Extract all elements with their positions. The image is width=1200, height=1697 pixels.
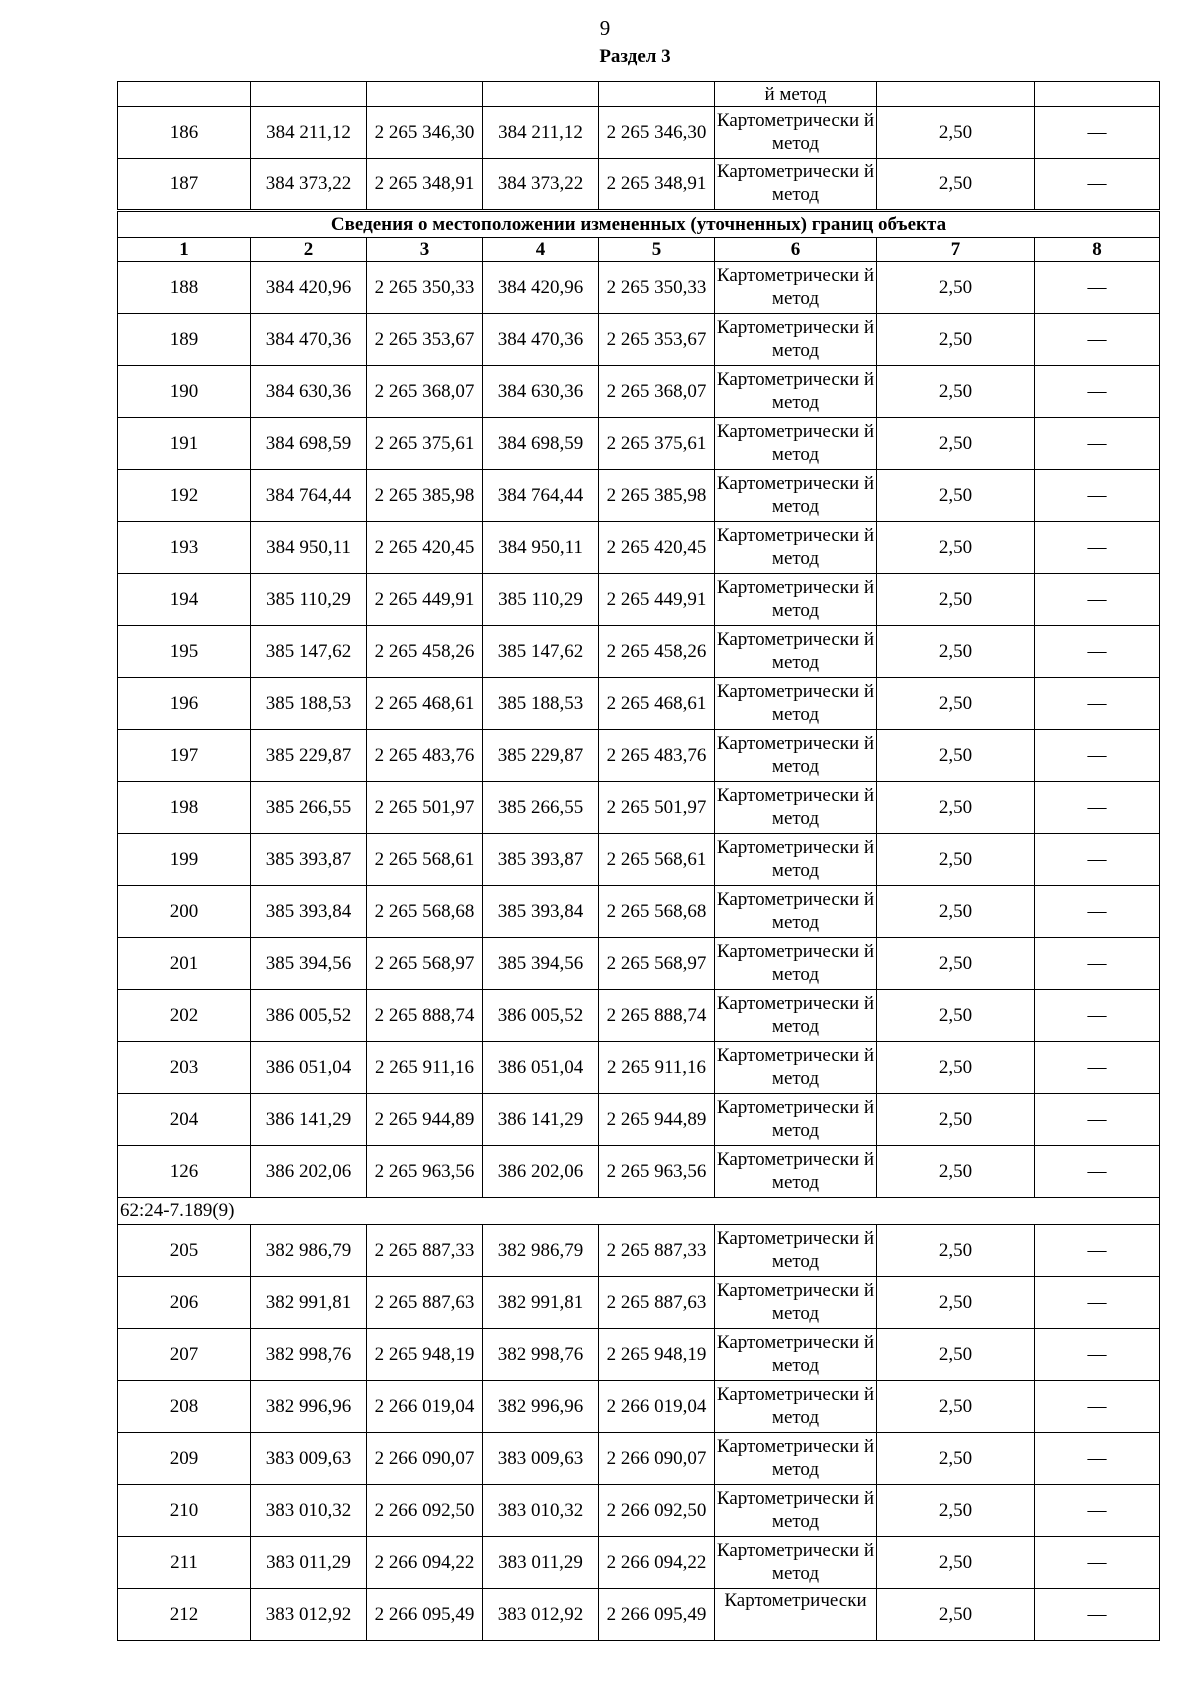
cell-x-new: 383 009,63 <box>483 1433 599 1485</box>
cell-method: Картометрически й метод <box>715 1537 877 1589</box>
column-header: 1 <box>118 238 251 262</box>
cell-accuracy: 2,50 <box>877 107 1035 159</box>
cell-accuracy: 2,50 <box>877 1589 1035 1641</box>
column-header: 5 <box>599 238 715 262</box>
cell-accuracy: 2,50 <box>877 834 1035 886</box>
cell-method: Картометрически й метод <box>715 314 877 366</box>
cell-y-new: 2 265 963,56 <box>599 1146 715 1198</box>
cell-y-new: 2 265 346,30 <box>599 107 715 159</box>
cell-point-number: 202 <box>118 990 251 1042</box>
cell-description: — <box>1035 522 1160 574</box>
cell-x-new: 384 764,44 <box>483 470 599 522</box>
cell-accuracy: 2,50 <box>877 1433 1035 1485</box>
cell-x-new: 385 266,55 <box>483 782 599 834</box>
cell-accuracy: 2,50 <box>877 574 1035 626</box>
table-row <box>118 262 1160 314</box>
cell-method: Картометрически й метод <box>715 678 877 730</box>
cell-x-existing: 386 141,29 <box>251 1094 367 1146</box>
cell-method: Картометрически й метод <box>715 418 877 470</box>
cell-method: Картометрически й метод <box>715 1094 877 1146</box>
cell-description: — <box>1035 730 1160 782</box>
cell-y-new: 2 265 483,76 <box>599 730 715 782</box>
cell-x-existing: 382 986,79 <box>251 1225 367 1277</box>
table-row <box>118 1433 1160 1485</box>
cell-y-existing: 2 265 458,26 <box>367 626 483 678</box>
cell-accuracy: 2,50 <box>877 1042 1035 1094</box>
table-row <box>118 1277 1160 1329</box>
cell-accuracy: 2,50 <box>877 314 1035 366</box>
cell-y-new: 2 265 888,74 <box>599 990 715 1042</box>
cell-x-existing: 385 229,87 <box>251 730 367 782</box>
cell-description: — <box>1035 107 1160 159</box>
cell-description: — <box>1035 1094 1160 1146</box>
cell-point-number: 201 <box>118 938 251 990</box>
cell-x-existing: 385 147,62 <box>251 626 367 678</box>
cell-y-new: 2 265 568,68 <box>599 886 715 938</box>
cell-accuracy: 2,50 <box>877 782 1035 834</box>
cell-accuracy: 2,50 <box>877 1277 1035 1329</box>
cell-method: Картометрически й метод <box>715 470 877 522</box>
cell-y-existing: 2 265 350,33 <box>367 262 483 314</box>
table-row <box>118 1485 1160 1537</box>
table-row <box>118 1094 1160 1146</box>
cell-method: Картометрически й метод <box>715 1225 877 1277</box>
cell-method: Картометрически й метод <box>715 262 877 314</box>
cell-x-existing: 385 393,87 <box>251 834 367 886</box>
cell-y-new: 2 265 353,67 <box>599 314 715 366</box>
cell-y-existing: 2 265 385,98 <box>367 470 483 522</box>
cell-method: Картометрически й метод <box>715 107 877 159</box>
cell-point-number: 193 <box>118 522 251 574</box>
cell-x-existing: 382 998,76 <box>251 1329 367 1381</box>
cell-y-new: 2 266 094,22 <box>599 1537 715 1589</box>
table-row <box>118 886 1160 938</box>
cell-method: Картометрически й метод <box>715 626 877 678</box>
cell-x-new: 384 211,12 <box>483 107 599 159</box>
cell-y-existing: 2 266 019,04 <box>367 1381 483 1433</box>
cell-description: — <box>1035 1381 1160 1433</box>
cell-x-new: 382 991,81 <box>483 1277 599 1329</box>
column-header: 4 <box>483 238 599 262</box>
cell-y-new: 2 265 887,33 <box>599 1225 715 1277</box>
cell-x-new: 384 630,36 <box>483 366 599 418</box>
cell-y-new: 2 265 944,89 <box>599 1094 715 1146</box>
cell-point-number: 191 <box>118 418 251 470</box>
cell-y-new: 2 266 092,50 <box>599 1485 715 1537</box>
cell-y-existing: 2 265 568,61 <box>367 834 483 886</box>
cell-y-existing: 2 265 888,74 <box>367 990 483 1042</box>
table-row <box>118 938 1160 990</box>
cell-method: Картометрически й метод <box>715 1146 877 1198</box>
cell-accuracy: 2,50 <box>877 1381 1035 1433</box>
cell-x-existing: 384 211,12 <box>251 107 367 159</box>
cell-x-new: 385 147,62 <box>483 626 599 678</box>
cell-description: — <box>1035 886 1160 938</box>
cell-x-existing: 386 005,52 <box>251 990 367 1042</box>
cell-y-existing: 2 265 420,45 <box>367 522 483 574</box>
cell-x-existing: 386 051,04 <box>251 1042 367 1094</box>
cell-x-existing: 383 011,29 <box>251 1537 367 1589</box>
cell-point-number: 195 <box>118 626 251 678</box>
cell-point-number: 203 <box>118 1042 251 1094</box>
cell-description: — <box>1035 1146 1160 1198</box>
table-row <box>118 522 1160 574</box>
cell-x-existing: 382 996,96 <box>251 1381 367 1433</box>
cell-point-number: 188 <box>118 262 251 314</box>
cell-description: — <box>1035 1537 1160 1589</box>
cell-y-existing: 2 265 501,97 <box>367 782 483 834</box>
cell-x-existing: 384 950,11 <box>251 522 367 574</box>
cell-y-existing: 2 265 944,89 <box>367 1094 483 1146</box>
cell-description: — <box>1035 366 1160 418</box>
cell-description: — <box>1035 938 1160 990</box>
cell-method: Картометрически й метод <box>715 834 877 886</box>
cell-method: Картометрически й метод <box>715 990 877 1042</box>
cell-point-number: 205 <box>118 1225 251 1277</box>
cell-method: Картометрически й метод <box>715 782 877 834</box>
cell-y-existing: 2 265 911,16 <box>367 1042 483 1094</box>
cell-y-existing: 2 265 348,91 <box>367 159 483 211</box>
cell-description: — <box>1035 1277 1160 1329</box>
cell-x-existing: 384 630,36 <box>251 366 367 418</box>
cell-method: Картометрически й метод <box>715 1329 877 1381</box>
cell-method: Картометрически й метод <box>715 1485 877 1537</box>
cell-description: — <box>1035 574 1160 626</box>
group-label-row <box>118 1198 1160 1225</box>
cell-x-existing: 382 991,81 <box>251 1277 367 1329</box>
cell-empty <box>251 82 367 107</box>
table-row <box>118 1537 1160 1589</box>
table-row <box>118 314 1160 366</box>
cell-method: Картометрически й метод <box>715 522 877 574</box>
cell-y-new: 2 265 385,98 <box>599 470 715 522</box>
cell-x-new: 386 051,04 <box>483 1042 599 1094</box>
cell-empty <box>483 82 599 107</box>
cell-accuracy: 2,50 <box>877 938 1035 990</box>
cell-x-existing: 383 009,63 <box>251 1433 367 1485</box>
cell-point-number: 212 <box>118 1589 251 1641</box>
cell-description: — <box>1035 1589 1160 1641</box>
cell-point-number: 190 <box>118 366 251 418</box>
cell-method: Картометрически й метод <box>715 159 877 211</box>
cell-x-new: 385 188,53 <box>483 678 599 730</box>
cell-y-new: 2 265 501,97 <box>599 782 715 834</box>
cell-x-new: 383 010,32 <box>483 1485 599 1537</box>
cell-x-existing: 385 188,53 <box>251 678 367 730</box>
cell-accuracy: 2,50 <box>877 886 1035 938</box>
cell-point-number: 210 <box>118 1485 251 1537</box>
cell-empty <box>877 82 1035 107</box>
cell-point-number: 209 <box>118 1433 251 1485</box>
cell-description: — <box>1035 1329 1160 1381</box>
cell-accuracy: 2,50 <box>877 470 1035 522</box>
cell-x-new: 384 420,96 <box>483 262 599 314</box>
column-header: 7 <box>877 238 1035 262</box>
cell-x-new: 383 012,92 <box>483 1589 599 1641</box>
cell-y-new: 2 265 368,07 <box>599 366 715 418</box>
page-number: 9 <box>599 16 611 40</box>
cell-x-new: 386 202,06 <box>483 1146 599 1198</box>
cell-empty <box>599 82 715 107</box>
cell-description: — <box>1035 834 1160 886</box>
coordinates-table <box>117 81 1160 1641</box>
table-row <box>118 1225 1160 1277</box>
cell-y-existing: 2 265 568,68 <box>367 886 483 938</box>
continuation-row <box>118 82 1160 107</box>
cell-point-number: 204 <box>118 1094 251 1146</box>
cell-y-existing: 2 265 887,33 <box>367 1225 483 1277</box>
cell-y-existing: 2 265 375,61 <box>367 418 483 470</box>
cell-x-existing: 385 110,29 <box>251 574 367 626</box>
cell-y-existing: 2 265 483,76 <box>367 730 483 782</box>
cell-empty <box>1035 82 1160 107</box>
table-body <box>118 82 1160 1641</box>
cell-description: — <box>1035 1042 1160 1094</box>
cell-x-new: 382 986,79 <box>483 1225 599 1277</box>
cell-y-existing: 2 265 887,63 <box>367 1277 483 1329</box>
cell-y-existing: 2 265 449,91 <box>367 574 483 626</box>
cell-method: Картометрически й метод <box>715 886 877 938</box>
cell-accuracy: 2,50 <box>877 1094 1035 1146</box>
cell-x-new: 385 393,87 <box>483 834 599 886</box>
cell-x-existing: 384 698,59 <box>251 418 367 470</box>
cell-x-existing: 384 764,44 <box>251 470 367 522</box>
cell-description: — <box>1035 262 1160 314</box>
cell-description: — <box>1035 990 1160 1042</box>
cell-x-new: 383 011,29 <box>483 1537 599 1589</box>
cell-accuracy: 2,50 <box>877 1225 1035 1277</box>
cell-y-existing: 2 265 948,19 <box>367 1329 483 1381</box>
table-row <box>118 1146 1160 1198</box>
cell-y-existing: 2 265 346,30 <box>367 107 483 159</box>
cell-x-new: 385 394,56 <box>483 938 599 990</box>
cell-description: — <box>1035 1225 1160 1277</box>
cell-x-existing: 384 373,22 <box>251 159 367 211</box>
cell-y-existing: 2 266 090,07 <box>367 1433 483 1485</box>
table-row <box>118 366 1160 418</box>
table-row <box>118 1042 1160 1094</box>
cell-point-number: 197 <box>118 730 251 782</box>
cell-y-new: 2 265 568,97 <box>599 938 715 990</box>
cell-accuracy: 2,50 <box>877 366 1035 418</box>
cell-point-number: 208 <box>118 1381 251 1433</box>
cell-x-existing: 385 393,84 <box>251 886 367 938</box>
table-row <box>118 107 1160 159</box>
cell-accuracy: 2,50 <box>877 1329 1035 1381</box>
cell-description: — <box>1035 418 1160 470</box>
cell-method: Картометрически й метод <box>715 1042 877 1094</box>
table-row <box>118 730 1160 782</box>
cell-method: Картометрически <box>715 1589 877 1641</box>
cell-y-new: 2 265 420,45 <box>599 522 715 574</box>
cell-x-new: 384 950,11 <box>483 522 599 574</box>
cell-method: Картометрически й метод <box>715 938 877 990</box>
cell-y-new: 2 265 568,61 <box>599 834 715 886</box>
cell-empty <box>367 82 483 107</box>
cell-accuracy: 2,50 <box>877 1146 1035 1198</box>
cell-accuracy: 2,50 <box>877 678 1035 730</box>
cell-point-number: 211 <box>118 1537 251 1589</box>
cell-x-existing: 385 394,56 <box>251 938 367 990</box>
cell-y-existing: 2 266 092,50 <box>367 1485 483 1537</box>
cell-x-existing: 385 266,55 <box>251 782 367 834</box>
cadastral-number-label: 62:24-7.189(9) <box>118 1198 1160 1225</box>
cell-accuracy: 2,50 <box>877 1485 1035 1537</box>
cell-point-number: 194 <box>118 574 251 626</box>
cell-description: — <box>1035 159 1160 211</box>
cell-y-new: 2 265 458,26 <box>599 626 715 678</box>
cell-point-number: 207 <box>118 1329 251 1381</box>
column-header: 2 <box>251 238 367 262</box>
cell-description: — <box>1035 314 1160 366</box>
cell-x-new: 382 996,96 <box>483 1381 599 1433</box>
cell-x-new: 382 998,76 <box>483 1329 599 1381</box>
cell-description: — <box>1035 678 1160 730</box>
table-row <box>118 1589 1160 1641</box>
table-row <box>118 418 1160 470</box>
cell-description: — <box>1035 470 1160 522</box>
cell-point-number: 206 <box>118 1277 251 1329</box>
table-row <box>118 626 1160 678</box>
cell-method: Картометрически й метод <box>715 1433 877 1485</box>
cell-point-number: 199 <box>118 834 251 886</box>
cell-y-existing: 2 265 568,97 <box>367 938 483 990</box>
table-row <box>118 159 1160 211</box>
cell-y-new: 2 265 468,61 <box>599 678 715 730</box>
cell-accuracy: 2,50 <box>877 522 1035 574</box>
cell-x-new: 385 393,84 <box>483 886 599 938</box>
cell-x-new: 384 470,36 <box>483 314 599 366</box>
column-header: 6 <box>715 238 877 262</box>
cell-point-number: 126 <box>118 1146 251 1198</box>
column-number-row <box>118 238 1160 262</box>
cell-point-number: 200 <box>118 886 251 938</box>
cell-y-existing: 2 265 368,07 <box>367 366 483 418</box>
cell-x-existing: 383 010,32 <box>251 1485 367 1537</box>
cell-y-new: 2 265 449,91 <box>599 574 715 626</box>
cell-y-existing: 2 265 353,67 <box>367 314 483 366</box>
section-heading: Сведения о местоположении измененных (уточненных) границ объекта <box>118 211 1160 238</box>
cell-method: Картометрически й метод <box>715 730 877 782</box>
cell-description: — <box>1035 782 1160 834</box>
cell-description: — <box>1035 1433 1160 1485</box>
table-row <box>118 470 1160 522</box>
cell-y-new: 2 265 911,16 <box>599 1042 715 1094</box>
cell-y-new: 2 266 095,49 <box>599 1589 715 1641</box>
cell-x-new: 386 005,52 <box>483 990 599 1042</box>
cell-y-new: 2 265 375,61 <box>599 418 715 470</box>
cell-y-new: 2 265 887,63 <box>599 1277 715 1329</box>
cell-point-number: 198 <box>118 782 251 834</box>
table-row <box>118 1329 1160 1381</box>
cell-point-number: 187 <box>118 159 251 211</box>
cell-empty <box>118 82 251 107</box>
table-row <box>118 834 1160 886</box>
cell-y-existing: 2 265 963,56 <box>367 1146 483 1198</box>
cell-accuracy: 2,50 <box>877 159 1035 211</box>
table-row <box>118 574 1160 626</box>
cell-accuracy: 2,50 <box>877 262 1035 314</box>
cell-y-existing: 2 265 468,61 <box>367 678 483 730</box>
column-header: 8 <box>1035 238 1160 262</box>
cell-y-new: 2 266 019,04 <box>599 1381 715 1433</box>
section-title: Раздел 3 <box>599 46 671 67</box>
cell-point-number: 192 <box>118 470 251 522</box>
cell-x-new: 385 229,87 <box>483 730 599 782</box>
cell-y-existing: 2 266 095,49 <box>367 1589 483 1641</box>
cell-y-existing: 2 266 094,22 <box>367 1537 483 1589</box>
cell-x-new: 385 110,29 <box>483 574 599 626</box>
cell-x-new: 384 373,22 <box>483 159 599 211</box>
cell-point-number: 189 <box>118 314 251 366</box>
cell-point-number: 186 <box>118 107 251 159</box>
cell-accuracy: 2,50 <box>877 626 1035 678</box>
cell-method: Картометрически й метод <box>715 366 877 418</box>
cell-x-existing: 386 202,06 <box>251 1146 367 1198</box>
cell-accuracy: 2,50 <box>877 730 1035 782</box>
cell-x-existing: 384 470,36 <box>251 314 367 366</box>
section-header-row <box>118 211 1160 238</box>
cell-method: Картометрически й метод <box>715 1277 877 1329</box>
cell-x-new: 386 141,29 <box>483 1094 599 1146</box>
table-row <box>118 678 1160 730</box>
cell-point-number: 196 <box>118 678 251 730</box>
cell-x-new: 384 698,59 <box>483 418 599 470</box>
column-header: 3 <box>367 238 483 262</box>
cell-y-new: 2 265 350,33 <box>599 262 715 314</box>
cell-y-new: 2 265 948,19 <box>599 1329 715 1381</box>
cell-accuracy: 2,50 <box>877 418 1035 470</box>
cell-accuracy: 2,50 <box>877 1537 1035 1589</box>
cell-description: — <box>1035 1485 1160 1537</box>
table-row <box>118 782 1160 834</box>
cell-method: Картометрически й метод <box>715 1381 877 1433</box>
cell-y-new: 2 266 090,07 <box>599 1433 715 1485</box>
cell-y-new: 2 265 348,91 <box>599 159 715 211</box>
cell-description: — <box>1035 626 1160 678</box>
cell-accuracy: 2,50 <box>877 990 1035 1042</box>
cell-method-fragment: й метод <box>715 82 877 107</box>
cell-method: Картометрически й метод <box>715 574 877 626</box>
table-row <box>118 990 1160 1042</box>
cell-x-existing: 384 420,96 <box>251 262 367 314</box>
cell-x-existing: 383 012,92 <box>251 1589 367 1641</box>
table-row <box>118 1381 1160 1433</box>
